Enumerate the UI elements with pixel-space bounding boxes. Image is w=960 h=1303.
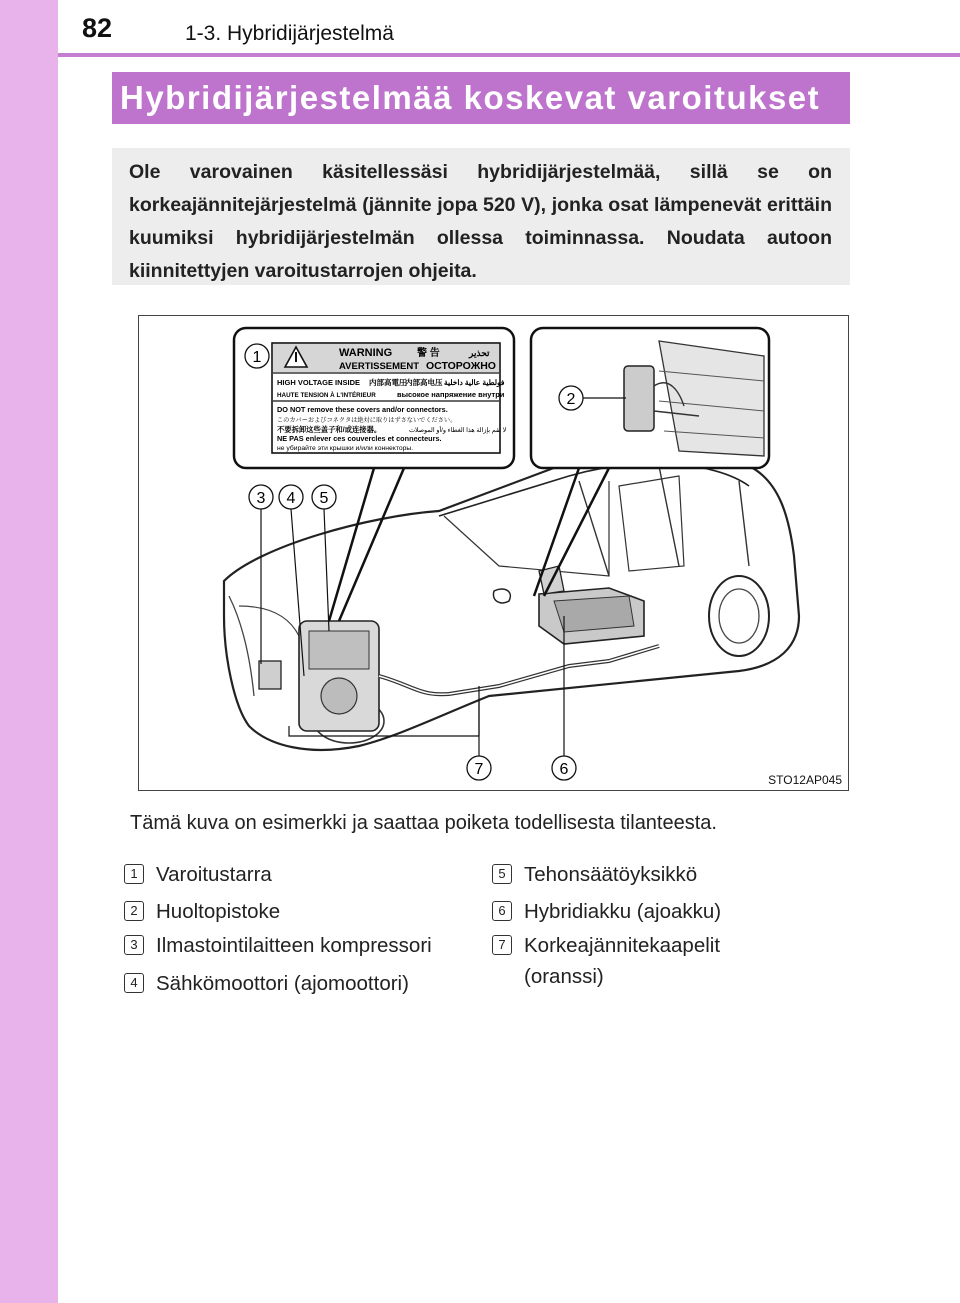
hybrid-system-figure <box>138 315 849 791</box>
label-haute-tension: HAUTE TENSION À L'INTÉRIEUR <box>277 392 376 399</box>
label-do-not-remove: DO NOT remove these covers and/or connectors. <box>277 405 448 414</box>
section-title: Hybridijärjestelmää koskevat varoitukset <box>112 72 850 124</box>
legend-item-7-continued: (oranssi) <box>524 965 604 988</box>
svg-text:1: 1 <box>252 349 262 366</box>
car-illustration <box>139 316 848 790</box>
label-ar-line: لا تقم بإزالة هذا الغطاء و/أو الموصلات <box>409 427 507 434</box>
chapter-title: 1-3. Hybridijärjestelmä <box>185 22 394 45</box>
label-warning-jp: 警 告 <box>417 348 440 359</box>
figure-code: STO12AP045 <box>768 773 842 787</box>
label-ru-line: не убирайте эти крышки и/или коннекторы. <box>277 445 414 452</box>
legend-item-6: 6 Hybridiakku (ajoakku) <box>524 897 721 927</box>
intro-text: Ole varovainen käsitellessäsi hybridijärjestelmää, sillä se on korkeajännitejärjestelmä (jännite jopa 520 V), jonka osat lämpenevät erittäin kuumiksi hybridijärjestelmän ollessa toiminnassa. Noudata autoon kiinnitettyjen varoitustarrojen ohjeita. <box>112 148 850 285</box>
svg-text:4: 4 <box>286 490 296 507</box>
svg-text:7: 7 <box>474 761 484 778</box>
svg-text:3: 3 <box>256 490 266 507</box>
side-strip <box>0 0 58 1303</box>
legend-item-3: 3 Ilmastointilaitteen kompressori <box>156 931 432 961</box>
label-fr-line: NE PAS enlever ces couvercles et connecteurs. <box>277 434 442 443</box>
label-hv-inside: HIGH VOLTAGE INSIDE <box>277 378 361 387</box>
label-avertissement: AVERTISSEMENT <box>339 361 420 372</box>
figure-caption: Tämä kuva on esimerkki ja saattaa poiketa todellisesta tilanteesta. <box>130 812 717 834</box>
svg-text:5: 5 <box>319 490 329 507</box>
legend-item-5: 5 Tehonsäätöyksikkö <box>524 860 697 890</box>
label-ostorozhno: ОСТОРОЖНО <box>426 360 496 372</box>
svg-text:2: 2 <box>566 391 576 408</box>
label-warning: WARNING <box>339 347 393 359</box>
svg-text:6: 6 <box>559 761 569 778</box>
label-jp-line: このカバーおよびコネクタは絶対に取りはずさないでください。 <box>277 417 457 424</box>
label-warning-ar: تحذير <box>469 348 490 358</box>
label-hv-ru: высокое напряжение внутри <box>397 390 505 399</box>
label-hv-jp2: 内部高电压 <box>405 378 443 387</box>
page-number: 82 <box>82 13 113 43</box>
callout-1 <box>245 344 269 368</box>
label-hv-jp1: 内部高電圧 <box>369 378 407 387</box>
legend-item-1: 1 Varoitustarra <box>156 860 272 890</box>
legend-item-2: 2 Huoltopistoke <box>156 897 280 927</box>
header-rule <box>58 53 960 57</box>
label-cn-line: 不要拆卸这些盖子和/或连接器。 <box>277 425 382 434</box>
legend-item-7: 7 Korkeajännitekaapelit <box>524 931 720 961</box>
label-hv-ar: فولطية عالية داخلية <box>444 378 505 387</box>
legend-item-4: 4 Sähkömoottori (ajomoottori) <box>156 969 409 999</box>
